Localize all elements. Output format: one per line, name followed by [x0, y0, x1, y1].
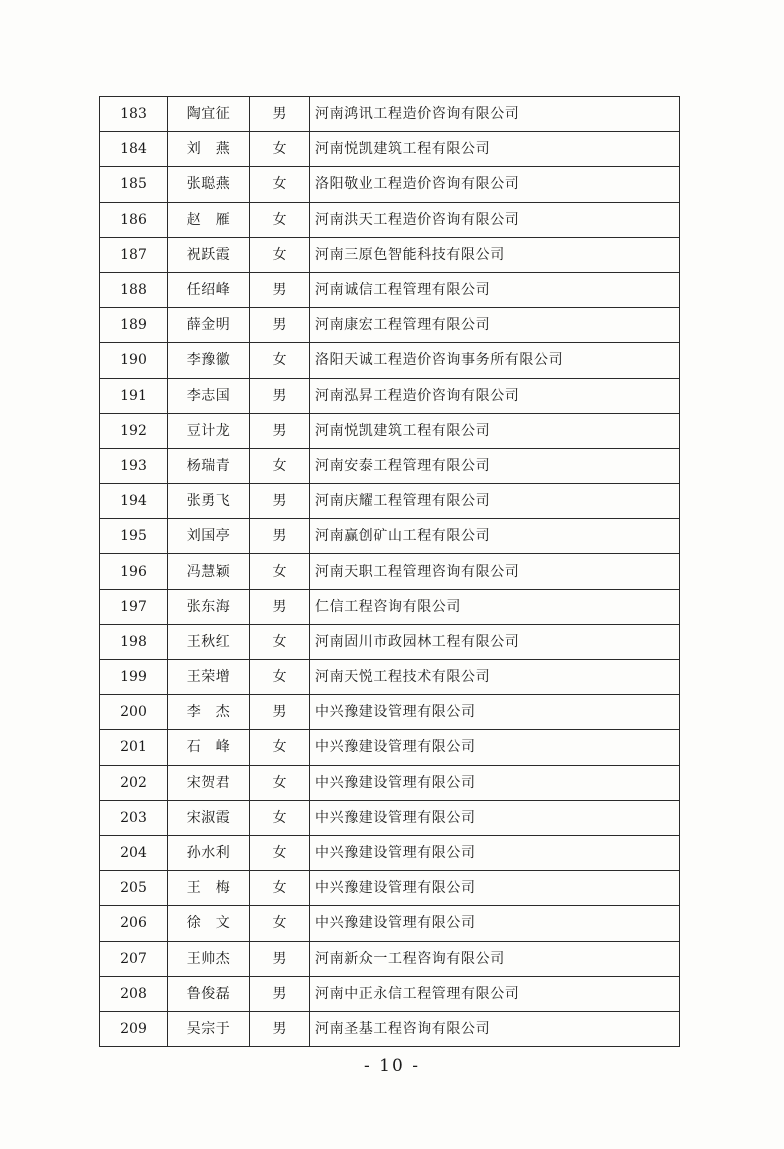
- table-row: [100, 871, 680, 906]
- table-row: [100, 202, 680, 237]
- person-name: 刘 燕: [168, 132, 250, 167]
- company-name: 河南天悦工程技术有限公司: [310, 660, 680, 695]
- company-name: 中兴豫建设管理有限公司: [310, 906, 680, 941]
- person-name: 陶宜征: [168, 97, 250, 132]
- person-name: 徐 文: [168, 906, 250, 941]
- person-name: 张东海: [168, 589, 250, 624]
- row-number: 185: [100, 167, 168, 202]
- company-name: 河南赢创矿山工程有限公司: [310, 519, 680, 554]
- person-gender: 女: [250, 765, 310, 800]
- company-name: 洛阳天诚工程造价咨询事务所有限公司: [310, 343, 680, 378]
- person-gender: 男: [250, 484, 310, 519]
- row-number: 201: [100, 730, 168, 765]
- company-name: 河南庆耀工程管理有限公司: [310, 484, 680, 519]
- table-row: [100, 1011, 680, 1046]
- company-name: 中兴豫建设管理有限公司: [310, 835, 680, 870]
- row-number: 204: [100, 835, 168, 870]
- person-name: 石 峰: [168, 730, 250, 765]
- person-gender: 女: [250, 730, 310, 765]
- table-row: [100, 167, 680, 202]
- person-gender: 男: [250, 589, 310, 624]
- page-number: - 10 -: [364, 1056, 420, 1076]
- person-gender: 男: [250, 1011, 310, 1046]
- person-name: 孙水利: [168, 835, 250, 870]
- company-name: 河南诚信工程管理有限公司: [310, 272, 680, 307]
- person-name: 鲁俊磊: [168, 976, 250, 1011]
- row-number: 195: [100, 519, 168, 554]
- table-row: [100, 695, 680, 730]
- table-row: [100, 941, 680, 976]
- person-gender: 女: [250, 237, 310, 272]
- row-number: 188: [100, 272, 168, 307]
- person-name: 祝跃霞: [168, 237, 250, 272]
- person-gender: 女: [250, 800, 310, 835]
- company-name: 河南泓昇工程造价咨询有限公司: [310, 378, 680, 413]
- company-name: 河南固川市政园林工程有限公司: [310, 624, 680, 659]
- person-gender: 男: [250, 378, 310, 413]
- table-row: [100, 730, 680, 765]
- person-gender: 女: [250, 835, 310, 870]
- person-name: 赵 雁: [168, 202, 250, 237]
- person-gender: 女: [250, 554, 310, 589]
- row-number: 206: [100, 906, 168, 941]
- person-gender: 男: [250, 308, 310, 343]
- company-name: 河南新众一工程咨询有限公司: [310, 941, 680, 976]
- person-gender: 男: [250, 941, 310, 976]
- roster-table: [99, 96, 680, 1047]
- company-name: 河南圣基工程咨询有限公司: [310, 1011, 680, 1046]
- table-row: [100, 554, 680, 589]
- person-name: 李 杰: [168, 695, 250, 730]
- person-gender: 男: [250, 272, 310, 307]
- person-name: 李志国: [168, 378, 250, 413]
- row-number: 194: [100, 484, 168, 519]
- roster-table-body: [100, 97, 680, 1047]
- row-number: 205: [100, 871, 168, 906]
- company-name: 河南康宏工程管理有限公司: [310, 308, 680, 343]
- row-number: 203: [100, 800, 168, 835]
- table-row: [100, 413, 680, 448]
- person-name: 李豫徽: [168, 343, 250, 378]
- table-row: [100, 448, 680, 483]
- person-name: 王秋红: [168, 624, 250, 659]
- row-number: 208: [100, 976, 168, 1011]
- person-gender: 男: [250, 976, 310, 1011]
- person-name: 王 梅: [168, 871, 250, 906]
- person-name: 冯慧颖: [168, 554, 250, 589]
- company-name: 中兴豫建设管理有限公司: [310, 871, 680, 906]
- company-name: 河南天职工程管理咨询有限公司: [310, 554, 680, 589]
- person-gender: 女: [250, 132, 310, 167]
- table-row: [100, 343, 680, 378]
- company-name: 河南悦凯建筑工程有限公司: [310, 413, 680, 448]
- person-gender: 男: [250, 519, 310, 554]
- person-gender: 男: [250, 97, 310, 132]
- person-name: 吴宗于: [168, 1011, 250, 1046]
- person-name: 豆计龙: [168, 413, 250, 448]
- company-name: 中兴豫建设管理有限公司: [310, 695, 680, 730]
- table-row: [100, 976, 680, 1011]
- table-row: [100, 237, 680, 272]
- company-name: 仁信工程咨询有限公司: [310, 589, 680, 624]
- person-name: 王帅杰: [168, 941, 250, 976]
- company-name: 河南安泰工程管理有限公司: [310, 448, 680, 483]
- row-number: 196: [100, 554, 168, 589]
- company-name: 洛阳敬业工程造价咨询有限公司: [310, 167, 680, 202]
- company-name: 河南三原色智能科技有限公司: [310, 237, 680, 272]
- row-number: 209: [100, 1011, 168, 1046]
- person-name: 刘国亭: [168, 519, 250, 554]
- company-name: 河南鸿讯工程造价咨询有限公司: [310, 97, 680, 132]
- company-name: 河南洪天工程造价咨询有限公司: [310, 202, 680, 237]
- row-number: 200: [100, 695, 168, 730]
- company-name: 中兴豫建设管理有限公司: [310, 730, 680, 765]
- person-name: 杨瑞青: [168, 448, 250, 483]
- row-number: 199: [100, 660, 168, 695]
- company-name: 中兴豫建设管理有限公司: [310, 765, 680, 800]
- person-name: 张勇飞: [168, 484, 250, 519]
- row-number: 202: [100, 765, 168, 800]
- person-gender: 女: [250, 660, 310, 695]
- table-row: [100, 835, 680, 870]
- row-number: 198: [100, 624, 168, 659]
- person-gender: 女: [250, 167, 310, 202]
- table-row: [100, 272, 680, 307]
- table-row: [100, 589, 680, 624]
- table-row: [100, 308, 680, 343]
- row-number: 192: [100, 413, 168, 448]
- row-number: 193: [100, 448, 168, 483]
- person-gender: 男: [250, 413, 310, 448]
- table-row: [100, 660, 680, 695]
- row-number: 184: [100, 132, 168, 167]
- person-gender: 女: [250, 202, 310, 237]
- table-row: [100, 97, 680, 132]
- row-number: 183: [100, 97, 168, 132]
- person-gender: 男: [250, 695, 310, 730]
- table-row: [100, 378, 680, 413]
- table-row: [100, 800, 680, 835]
- row-number: 187: [100, 237, 168, 272]
- person-name: 王荣增: [168, 660, 250, 695]
- company-name: 河南中正永信工程管理有限公司: [310, 976, 680, 1011]
- row-number: 207: [100, 941, 168, 976]
- person-gender: 女: [250, 624, 310, 659]
- table-row: [100, 519, 680, 554]
- person-name: 宋淑霞: [168, 800, 250, 835]
- person-gender: 女: [250, 871, 310, 906]
- company-name: 河南悦凯建筑工程有限公司: [310, 132, 680, 167]
- table-row: [100, 132, 680, 167]
- table-row: [100, 624, 680, 659]
- row-number: 186: [100, 202, 168, 237]
- row-number: 190: [100, 343, 168, 378]
- person-name: 张聪燕: [168, 167, 250, 202]
- person-name: 宋贺君: [168, 765, 250, 800]
- row-number: 197: [100, 589, 168, 624]
- row-number: 191: [100, 378, 168, 413]
- table-row: [100, 765, 680, 800]
- table-row: [100, 906, 680, 941]
- person-name: 任绍峰: [168, 272, 250, 307]
- table-row: [100, 484, 680, 519]
- person-gender: 女: [250, 448, 310, 483]
- person-gender: 女: [250, 906, 310, 941]
- row-number: 189: [100, 308, 168, 343]
- person-gender: 女: [250, 343, 310, 378]
- company-name: 中兴豫建设管理有限公司: [310, 800, 680, 835]
- person-name: 薛金明: [168, 308, 250, 343]
